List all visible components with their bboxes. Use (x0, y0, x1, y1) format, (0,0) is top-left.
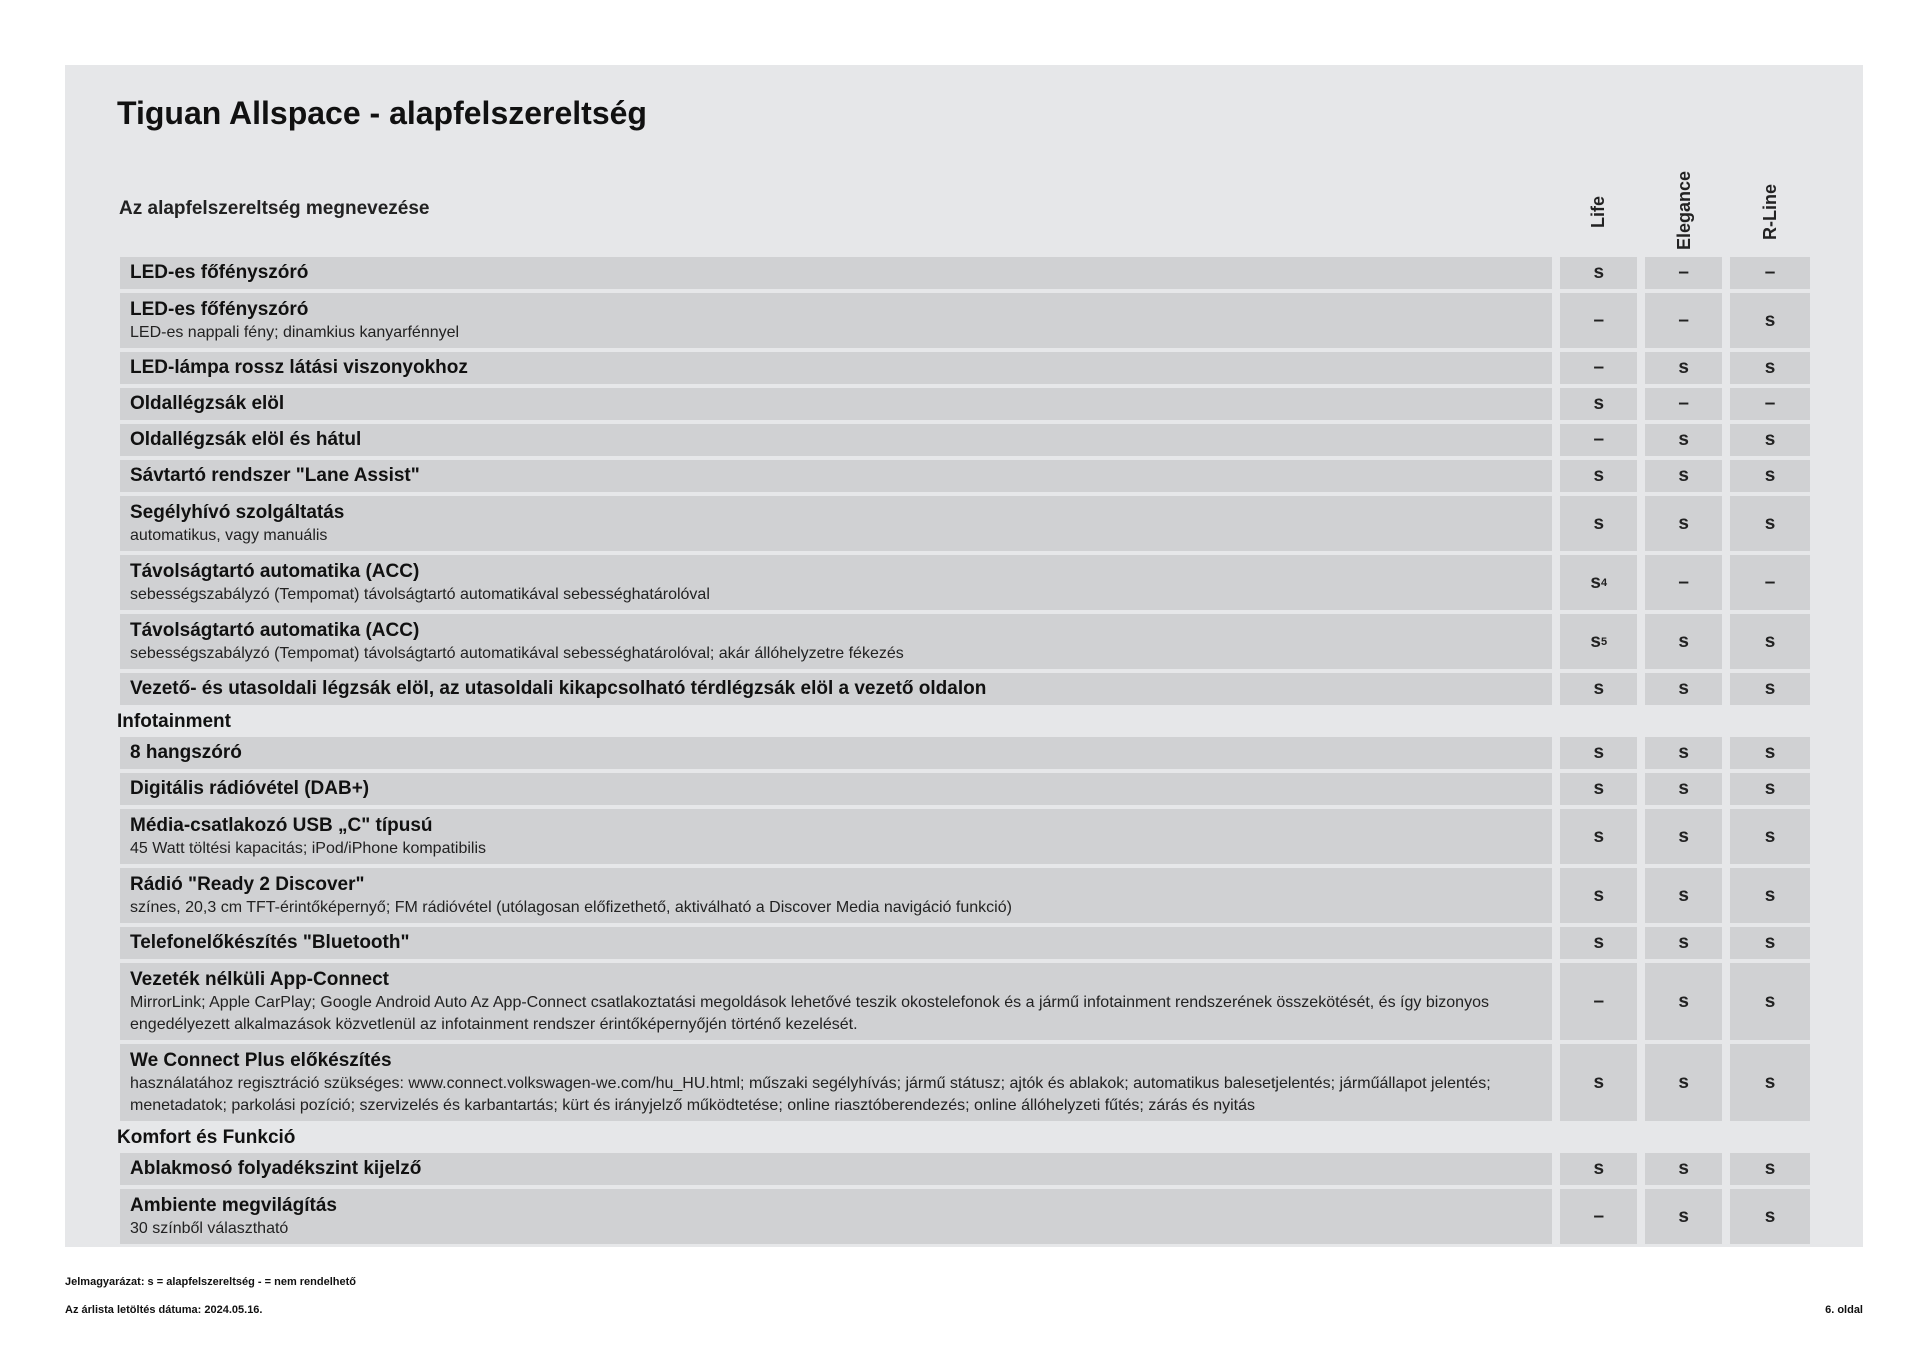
feature-name-cell (120, 257, 1552, 289)
value-cell-elegance (1645, 868, 1722, 923)
availability-value: s (1678, 1158, 1689, 1179)
value-cell-rline (1730, 424, 1810, 456)
value-cell-rline (1730, 927, 1810, 959)
value-cell-rline (1730, 963, 1810, 1040)
value-cell-elegance (1645, 257, 1722, 289)
download-date: Az árlista letöltés dátuma: 2024.05.16. (65, 1304, 263, 1316)
legend: Jelmagyarázat: s = alapfelszereltség - = nem rendelhető (65, 1276, 357, 1288)
table-row (120, 963, 1810, 1040)
page-number: 6. oldal (1825, 1304, 1863, 1316)
feature-title: Vezető- és utasoldali légzsák elöl, az utasoldali kikapcsolható térdlégzsák elöl a vezető oldalon (130, 678, 987, 699)
availability-value: s (1764, 630, 1776, 652)
feature-name-cell (120, 460, 1552, 492)
value-cell-rline (1730, 809, 1810, 864)
value-cell-life (1560, 293, 1637, 348)
availability-value: s (1764, 990, 1776, 1012)
table-row (120, 293, 1810, 348)
feature-description: 30 színből választható (130, 1219, 289, 1237)
table-row (120, 388, 1810, 420)
availability-value: s (1593, 262, 1605, 283)
feature-description: használatához regisztráció szükséges: www.connect.volkswagen-we.com/hu_HU.html; műszaki segélyhívás; jármű státusz; ajtók és ablakok; automatikus balesetjelentés; járműállapot jelentés; menetadatok; parkolási pozíció; szervizelés és karbantartás; kürt és irányjelző működtetése; online riasztóberendezés; online állóhelyzeti fűtés; zárás és nyitás (130, 1074, 1491, 1114)
trim-header-elegance: Elegance (1674, 170, 1694, 250)
availability-value: – (1764, 393, 1776, 414)
availability-value: s (1764, 465, 1776, 486)
value-cell-elegance (1645, 496, 1722, 551)
availability-value: s (1678, 630, 1689, 652)
column-header: Az alapfelszereltség megnevezése (119, 198, 430, 219)
value-cell-life (1560, 1153, 1637, 1185)
feature-name-cell (120, 614, 1552, 669)
table-row (120, 424, 1810, 456)
value-cell-rline (1730, 614, 1810, 669)
value-cell-life (1560, 614, 1637, 669)
feature-name-cell (120, 809, 1552, 864)
feature-name-cell (120, 293, 1552, 348)
value-cell-elegance (1645, 1189, 1722, 1244)
availability-value: s (1764, 512, 1776, 534)
availability-value: – (1593, 429, 1605, 450)
table-row (120, 1153, 1810, 1185)
value-cell-rline (1730, 460, 1810, 492)
feature-name-cell (120, 1044, 1552, 1121)
table-row (120, 1044, 1810, 1121)
availability-value: s (1764, 742, 1776, 763)
availability-value: s (1678, 932, 1689, 953)
equipment-table (117, 257, 1810, 1248)
feature-title: Oldallégzsák elöl és hátul (130, 429, 362, 450)
availability-value: s (1593, 393, 1605, 414)
feature-name-cell (120, 927, 1552, 959)
availability-value: s (1764, 678, 1776, 699)
availability-value: s (1764, 357, 1776, 378)
value-cell-life (1560, 868, 1637, 923)
feature-description: színes, 20,3 cm TFT-érintőképernyő; FM rádióvétel (utólagosan előfizethető, aktiválható a Discover Media navigáció funkció) (130, 898, 1012, 916)
value-cell-life (1560, 424, 1637, 456)
value-cell-life (1560, 388, 1637, 420)
availability-value: s (1593, 932, 1605, 953)
value-cell-rline (1730, 293, 1810, 348)
feature-title: Rádió "Ready 2 Discover" (130, 873, 365, 895)
availability-value: s (1678, 778, 1689, 799)
feature-title: Sávtartó rendszer "Lane Assist" (130, 465, 420, 486)
availability-value: s (1593, 465, 1605, 486)
value-cell-elegance (1645, 352, 1722, 384)
feature-title: Oldallégzsák elöl (130, 393, 285, 414)
availability-value: s (1593, 742, 1605, 763)
value-cell-rline (1730, 1153, 1810, 1185)
availability-value: s (1764, 825, 1776, 847)
value-cell-elegance (1645, 388, 1722, 420)
value-cell-rline (1730, 868, 1810, 923)
value-cell-elegance (1645, 293, 1722, 348)
availability-value: s (1678, 742, 1689, 763)
feature-description: automatikus, vagy manuális (130, 526, 328, 544)
value-cell-rline (1730, 352, 1810, 384)
feature-title: 8 hangszóró (130, 742, 242, 763)
availability-value: s (1764, 778, 1776, 799)
feature-name-cell (120, 737, 1552, 769)
value-cell-rline (1730, 496, 1810, 551)
feature-name-cell (120, 424, 1552, 456)
section-heading: Komfort és Funkció (117, 1127, 296, 1148)
table-row (120, 614, 1810, 669)
feature-description: MirrorLink; Apple CarPlay; Google Android Auto Az App-Connect csatlakoztatási megoldások lehetővé teszik okostelefonok és a jármű infotainment rendszerének összekötését, és így bizonyos engedélyezett alkalmazások közvetlenül az infotainment rendszer érintőképernyőjén történő kezelését. (130, 993, 1489, 1033)
availability-value: – (1678, 262, 1689, 283)
value-cell-elegance (1645, 963, 1722, 1040)
table-row (120, 1189, 1810, 1244)
value-cell-life (1560, 963, 1637, 1040)
section-heading: Infotainment (117, 711, 231, 732)
availability-value: s (1764, 1205, 1776, 1227)
value-cell-life (1560, 809, 1637, 864)
feature-description: LED-es nappali fény; dinamkius kanyarfénnyel (130, 323, 460, 341)
feature-title: Telefonelőkészítés "Bluetooth" (130, 932, 410, 953)
page-title: Tiguan Allspace - alapfelszereltség (117, 95, 647, 131)
footnote-marker: 5 (1600, 635, 1608, 648)
value-cell-elegance (1645, 773, 1722, 805)
table-row (120, 927, 1810, 959)
availability-value: s (1678, 825, 1689, 847)
value-cell-rline (1730, 555, 1810, 610)
availability-value: s (1764, 429, 1776, 450)
footnote-marker: 4 (1600, 576, 1608, 589)
feature-name-cell (120, 555, 1552, 610)
feature-name-cell (120, 1189, 1552, 1244)
value-cell-elegance (1645, 1153, 1722, 1185)
trim-header-life: Life (1588, 195, 1608, 228)
value-cell-life (1560, 352, 1637, 384)
value-cell-rline (1730, 673, 1810, 705)
value-cell-elegance (1645, 424, 1722, 456)
feature-name-cell (120, 1153, 1552, 1185)
feature-name-cell (120, 352, 1552, 384)
value-cell-elegance (1645, 1044, 1722, 1121)
table-row (120, 460, 1810, 492)
availability-value: s (1764, 309, 1776, 331)
availability-value: – (1678, 309, 1689, 331)
availability-value: s (1590, 571, 1601, 593)
feature-description: sebességszabályzó (Tempomat) távolságtartó automatikával sebességhatárolóval (130, 585, 710, 603)
feature-title: LED-es főfényszóró (130, 298, 309, 320)
availability-value: s (1678, 1205, 1689, 1227)
availability-value: s (1593, 678, 1605, 699)
availability-value: s (1678, 884, 1689, 906)
feature-name-cell (120, 868, 1552, 923)
value-cell-life (1560, 460, 1637, 492)
availability-value: – (1593, 990, 1605, 1012)
availability-value: s (1593, 1158, 1605, 1179)
value-cell-rline (1730, 773, 1810, 805)
availability-value: s (1678, 990, 1689, 1012)
availability-value: – (1764, 571, 1776, 593)
value-cell-elegance (1645, 927, 1722, 959)
availability-value: – (1678, 393, 1689, 414)
value-cell-life (1560, 673, 1637, 705)
availability-value: – (1593, 309, 1605, 331)
availability-value: s (1678, 1071, 1689, 1093)
availability-value: s (1764, 932, 1776, 953)
value-cell-elegance (1645, 809, 1722, 864)
feature-title: Távolságtartó automatika (ACC) (130, 619, 420, 641)
availability-value: s (1593, 825, 1605, 847)
availability-value: s (1678, 512, 1689, 534)
table-row (120, 352, 1810, 384)
feature-name-cell (120, 963, 1552, 1040)
value-cell-rline (1730, 1189, 1810, 1244)
availability-value: s (1764, 1071, 1776, 1093)
value-cell-elegance (1645, 614, 1722, 669)
value-cell-rline (1730, 257, 1810, 289)
feature-title: Ablakmosó folyadékszint kijelző (130, 1158, 422, 1179)
availability-value: – (1593, 1205, 1605, 1227)
feature-name-cell (120, 773, 1552, 805)
value-cell-elegance (1645, 460, 1722, 492)
trim-header-rline: R-Line (1760, 184, 1780, 240)
availability-value: s (1593, 884, 1605, 906)
availability-value: – (1678, 571, 1689, 593)
feature-title: Segélyhívó szolgáltatás (130, 501, 345, 523)
table-row (120, 673, 1810, 705)
feature-title: Digitális rádióvétel (DAB+) (130, 778, 370, 799)
value-cell-rline (1730, 1044, 1810, 1121)
availability-value: s (1590, 630, 1601, 652)
availability-value: s (1678, 678, 1689, 699)
table-row (120, 555, 1810, 610)
value-cell-elegance (1645, 673, 1722, 705)
availability-value: s (1593, 1071, 1605, 1093)
value-cell-life (1560, 1044, 1637, 1121)
availability-value: s (1593, 512, 1605, 534)
value-cell-life (1560, 1189, 1637, 1244)
table-row (120, 868, 1810, 923)
value-cell-life (1560, 773, 1637, 805)
table-row (120, 773, 1810, 805)
value-cell-rline (1730, 388, 1810, 420)
feature-title: LED-es főfényszóró (130, 262, 309, 283)
feature-title: Vezeték nélküli App-Connect (130, 968, 390, 990)
value-cell-elegance (1645, 555, 1722, 610)
feature-name-cell (120, 496, 1552, 551)
availability-value: s (1678, 357, 1689, 378)
feature-title: Ambiente megvilágítás (130, 1194, 337, 1216)
feature-description: 45 Watt töltési kapacitás; iPod/iPhone kompatibilis (130, 839, 487, 857)
feature-name-cell (120, 388, 1552, 420)
feature-title: Távolságtartó automatika (ACC) (130, 560, 420, 582)
availability-value: s (1593, 778, 1605, 799)
table-row (120, 257, 1810, 289)
value-cell-life (1560, 927, 1637, 959)
availability-value: – (1593, 357, 1605, 378)
feature-title: LED-lámpa rossz látási viszonyokhoz (130, 357, 468, 378)
table-row (120, 737, 1810, 769)
value-cell-life (1560, 496, 1637, 551)
availability-value: s (1764, 1158, 1776, 1179)
table-row (120, 809, 1810, 864)
value-cell-rline (1730, 737, 1810, 769)
availability-value: s (1678, 465, 1689, 486)
value-cell-life (1560, 257, 1637, 289)
value-cell-life (1560, 555, 1637, 610)
availability-value: s (1764, 884, 1776, 906)
availability-value: – (1764, 262, 1776, 283)
value-cell-life (1560, 737, 1637, 769)
value-cell-elegance (1645, 737, 1722, 769)
table-row (120, 496, 1810, 551)
availability-value: s (1678, 429, 1689, 450)
feature-name-cell (120, 673, 1552, 705)
feature-description: sebességszabályzó (Tempomat) távolságtartó automatikával sebességhatárolóval; akár állóhelyzetre fékezés (130, 644, 904, 662)
feature-title: Média-csatlakozó USB „C" típusú (130, 814, 433, 836)
feature-title: We Connect Plus előkészítés (130, 1049, 392, 1071)
